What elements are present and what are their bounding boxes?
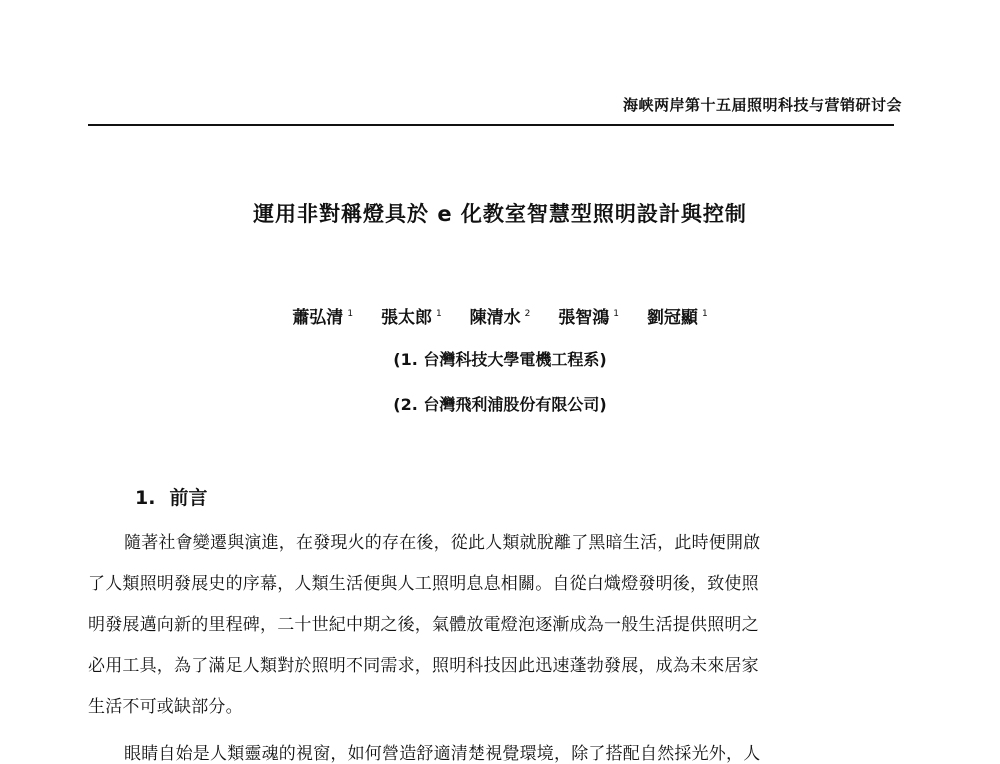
author-name: 張智鴻 <box>558 308 610 328</box>
paper-title: 運用非對稱燈具於 e 化教室智慧型照明設計與控制 <box>253 202 747 226</box>
author <box>381 303 442 328</box>
body-text-line: 必用工具，為了滿足人類對於照明不同需求，照明科技因此迅速蓬勃發展，成為未來居家 <box>88 656 759 676</box>
body-text-line: 生活不可或缺部分。 <box>88 697 243 717</box>
author <box>647 303 708 328</box>
author <box>470 303 531 328</box>
author-name: 陳清水 <box>469 308 521 328</box>
body-text-line: 眼睛自始是人類靈魂的視窗，如何營造舒適清楚視覺環境，除了搭配自然採光外，人 <box>124 744 761 764</box>
section-heading <box>135 483 207 510</box>
section-number: 1. <box>135 487 156 509</box>
affiliation-2: (2. 台灣飛利浦股份有限公司) <box>393 395 607 414</box>
author-name: 張太郎 <box>380 308 432 328</box>
author-name: 劉冠顯 <box>646 308 698 328</box>
section-title: 前言 <box>169 487 208 509</box>
body-text-line: 明發展邁向新的里程碑，二十世紀中期之後，氣體放電燈泡逐漸成為一般生活提供照明之 <box>88 615 759 635</box>
affiliation-1: (1. 台灣科技大學電機工程系) <box>393 350 607 369</box>
author-affiliation-mark: 1 <box>347 309 354 319</box>
author <box>558 303 619 328</box>
author <box>292 303 353 328</box>
conference-header: 海峡两岸第十五届照明科技与营销研讨会 <box>622 96 902 114</box>
author-affiliation-mark: 1 <box>613 309 620 319</box>
author-name: 蕭弘清 <box>292 308 344 328</box>
author-affiliation-mark: 2 <box>524 309 531 319</box>
body-text-line: 了人類照明發展史的序幕，人類生活便與人工照明息息相關。自從白熾燈發明後，致使照 <box>88 574 759 594</box>
body-text-line: 隨著社會變遷與演進，在發現火的存在後，從此人類就脫離了黑暗生活，此時便開啟 <box>124 533 761 553</box>
author-affiliation-mark: 1 <box>701 309 708 319</box>
author-affiliation-mark: 1 <box>435 309 442 319</box>
header-rule <box>88 124 894 126</box>
author-list <box>0 303 1000 328</box>
